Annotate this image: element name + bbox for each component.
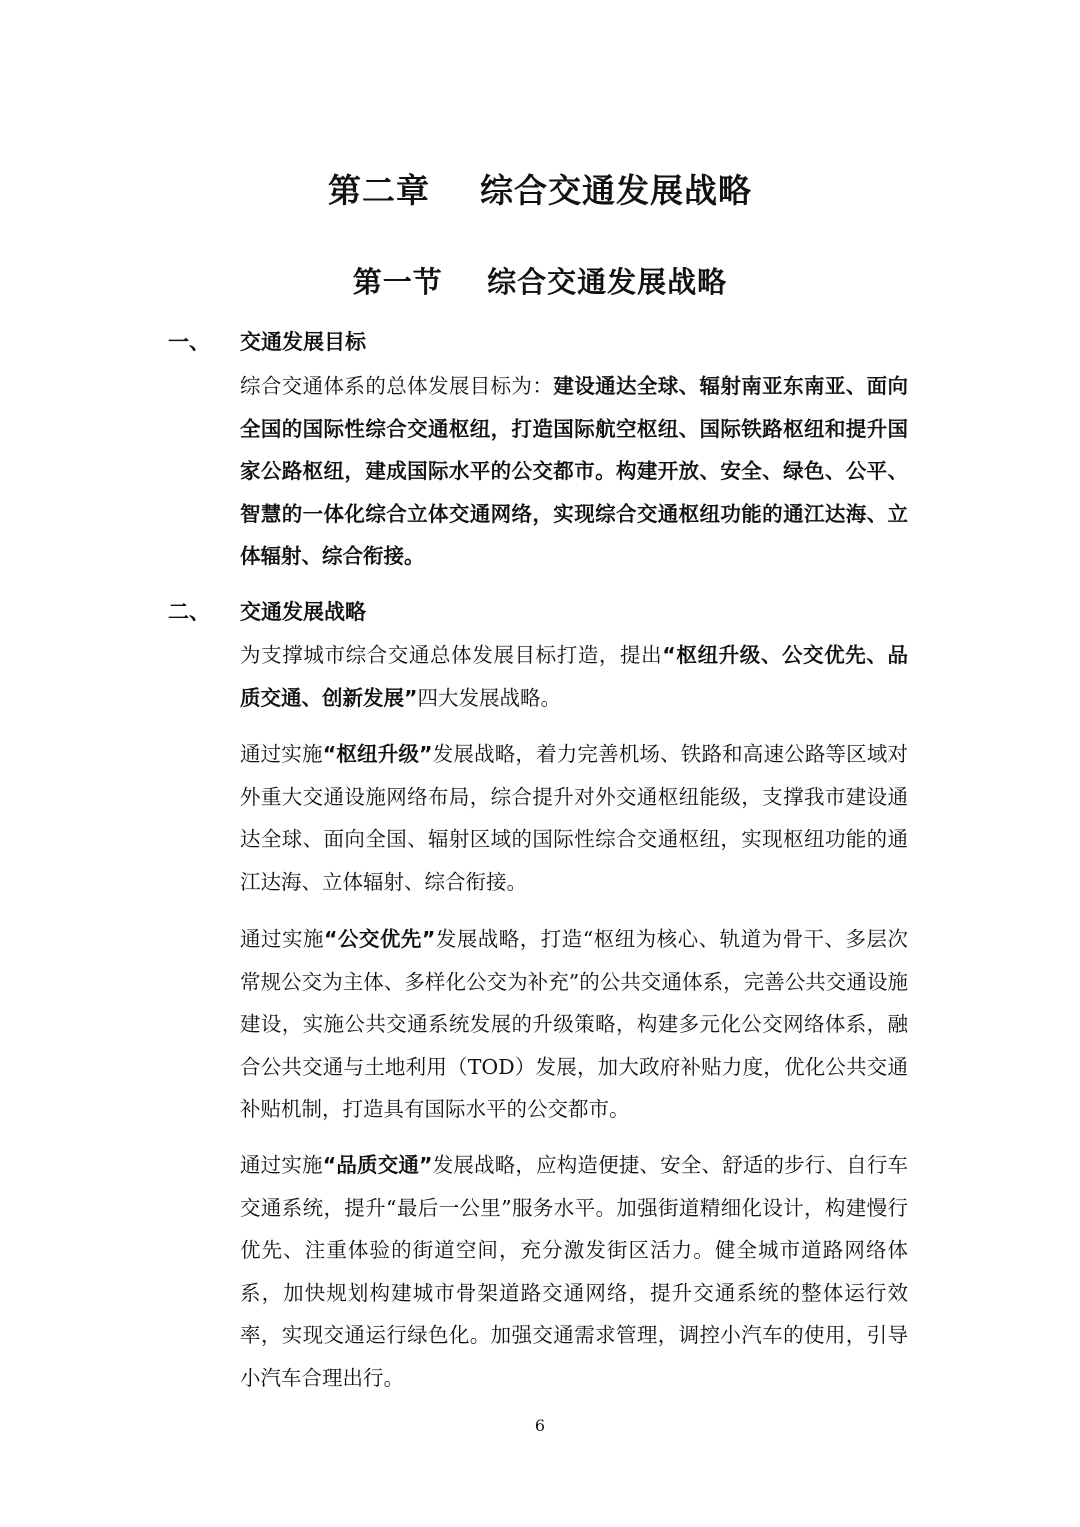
paragraph-transit-priority-lead: 通过实施 <box>240 927 324 951</box>
section-title: 第一节 综合交通发展战略 <box>352 265 728 299</box>
paragraph-quality-transport-lead: 通过实施 <box>240 1153 323 1177</box>
heading-goals-text: 交通发展目标 <box>240 330 366 354</box>
paragraph-quality-transport <box>240 1144 908 1399</box>
paragraph-transit-priority-bold: “公交优先” <box>323 927 436 951</box>
heading-strategy-number: 二、 <box>168 600 210 624</box>
paragraph-quality-transport-bold: “品质交通” <box>322 1153 433 1177</box>
paragraph-hub-upgrade <box>240 733 908 903</box>
heading-strategy-text: 交通发展战略 <box>240 600 366 624</box>
paragraph-goals-lead: 综合交通体系的总体发展目标为： <box>240 374 554 398</box>
paragraph-transit-priority <box>240 918 908 1131</box>
paragraph-strategy-intro-tail: 四大发展战略。 <box>417 685 561 710</box>
paragraph-goals <box>240 365 908 578</box>
paragraph-hub-upgrade-lead: 通过实施 <box>240 742 323 766</box>
heading-goals <box>168 326 366 356</box>
paragraph-quality-transport-tail: 发展战略，应构造便捷、安全、舒适的步行、自行车交通系统，提升“最后一公里”服务水平。加强街道精细化设计，构建慢行优先、注重体验的街道空间，充分激发街区活力。健全城市道路网络体系，加快规划构建城市骨架道路交通网络，提升交通系统的整体运行效率，实现交通运行绿色化。加强交通需求管理，调控小汽车的使用，引导小汽车合理出行。 <box>240 1153 909 1390</box>
heading-strategy <box>168 596 366 626</box>
paragraph-hub-upgrade-tail: 发展战略，着力完善机场、铁路和高速公路等区域对外重大交通设施网络布局，综合提升对外交通枢纽能级，支撑我市建设通达全球、面向全国、辐射区域的国际性综合交通枢纽，实现枢纽功能的通江达海、立体辐射、综合衔接。 <box>240 742 909 894</box>
paragraph-strategy-intro-lead: 为支撑城市综合交通总体发展目标打造，提出 <box>240 643 663 667</box>
heading-goals-number: 一、 <box>168 330 210 354</box>
paragraph-strategy-intro-bold: “枢纽升级、公交优先、品质交通、创新发展” <box>240 643 909 710</box>
chapter-title: 第二章 综合交通发展战略 <box>328 171 752 210</box>
paragraph-strategy-intro <box>240 634 908 719</box>
page-number: 6 <box>534 1416 546 1435</box>
paragraph-hub-upgrade-bold: “枢纽升级” <box>322 742 433 766</box>
paragraph-goals-bold: 建设通达全球、辐射南亚东南亚、面向全国的国际性综合交通枢纽，打造国际航空枢纽、国际铁路枢纽和提升国家公路枢纽，建成国际水平的公交都市。构建开放、安全、绿色、公平、智慧的一体化综合立体交通网络，实现综合交通枢纽功能的通江达海、立体辐射、综合衔接。 <box>240 374 909 568</box>
paragraph-transit-priority-tail: 发展战略，打造“枢纽为核心、轨道为骨干、多层次常规公交为主体、多样化公交为补充”的公共交通体系，完善公共交通设施建设，实施公共交通系统发展的升级策略，构建多元化公交网络体系，融合公共交通与土地利用（TOD）发展，加大政府补贴力度，优化公共交通补贴机制，打造具有国际水平的公交都市。 <box>240 927 909 1121</box>
